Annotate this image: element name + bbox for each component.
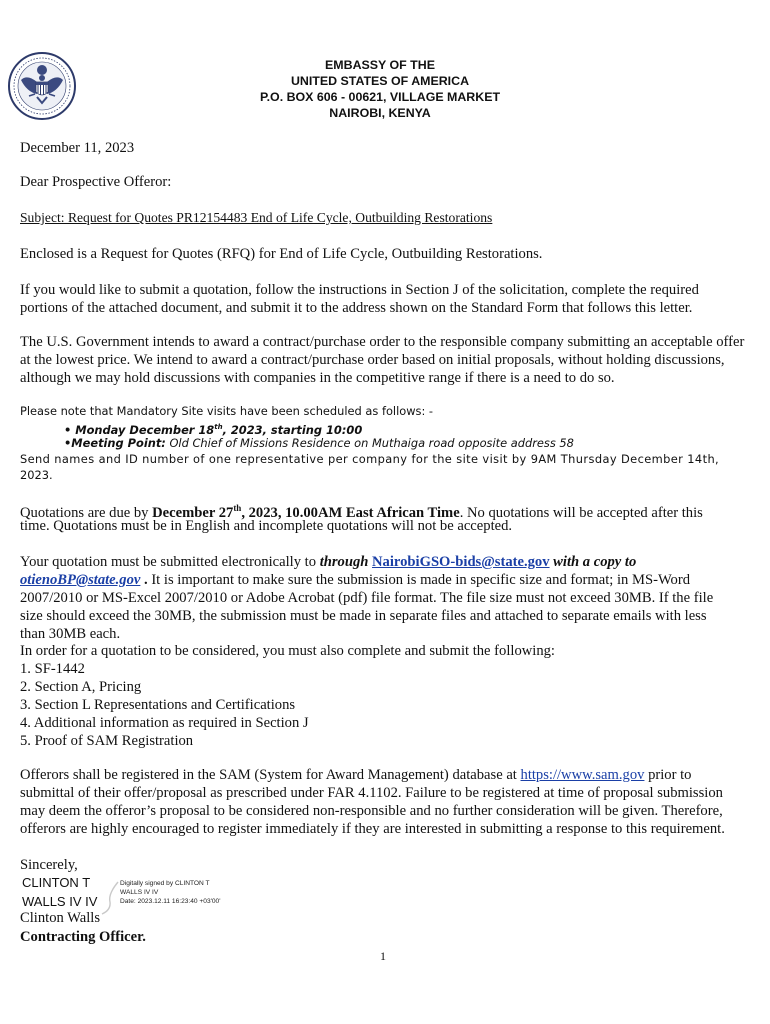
- digital-signature-line: Digitally signed by CLINTON T: [120, 880, 210, 887]
- sam-suffix: prior to: [644, 767, 692, 783]
- sam-line-3: may deem the offeror’s proposal to be considered non-responsible and no further consideration will be given. Therefore,: [20, 803, 723, 819]
- sam-line-1: [20, 766, 691, 784]
- digital-signature-line: WALLS IV IV: [120, 889, 159, 896]
- email-link-otieno[interactable]: otienoBP@state.gov: [20, 572, 141, 588]
- site-visit-send-line: 2023.: [20, 468, 53, 482]
- site-visit-date-text: • Monday December 18: [64, 422, 215, 437]
- due-rest: . No quotations will be accepted after this: [459, 504, 703, 521]
- site-visit-intro: Please note that Mandatory Site visits have been scheduled as follows: -: [20, 404, 434, 418]
- submission-line-1: [20, 553, 636, 571]
- salutation: Dear Prospective Offeror:: [20, 174, 172, 190]
- embassy-seal-icon: [7, 50, 77, 122]
- list-item: 2. Section A, Pricing: [20, 679, 142, 695]
- signatory-title: Contracting Officer.: [20, 929, 146, 945]
- site-visit-send-line: Send names and ID number of one representative per company for the site visit by 9AM Thursday December 14th,: [20, 452, 720, 466]
- meeting-text: Old Chief of Missions Residence on Muthaiga road opposite address 58: [165, 436, 574, 450]
- submission-through: through: [319, 554, 373, 570]
- submission-rest: It is important to make sure the submission is made in specific size and format; in MS-Word: [147, 572, 691, 588]
- submission-prefix: Your quotation must be submitted electronically to: [20, 554, 320, 570]
- letterhead-line: EMBASSY OF THE: [325, 58, 435, 72]
- submission-copy: with a copy to: [549, 554, 637, 570]
- sam-url-link[interactable]: https://www.sam.gov: [520, 767, 645, 783]
- paragraph-award: The U.S. Government intends to award a contract/purchase order to the responsible company submitting an acceptable offer at the lowest price. We intend to award a contract/purchase order based on initial proposals, without holding discussions, although we may hold discussions with companies in the competitive range if there is a need to do so.: [20, 334, 745, 386]
- due-date-rest: , 2023, 10.00AM East African Time: [241, 504, 460, 521]
- meeting-label: •Meeting Point:: [64, 436, 166, 450]
- signature-name: [22, 873, 97, 911]
- submission-dot: .: [140, 572, 148, 588]
- digital-signature-details: [120, 879, 220, 906]
- due-prefix: Quotations are due by: [20, 504, 153, 521]
- email-link-bids[interactable]: NairobiGSO-bids@state.gov: [372, 554, 550, 570]
- submission-line-5: than 30MB each.: [20, 626, 121, 642]
- subject-line: Subject: Request for Quotes PR12154483 End of Life Cycle, Outbuilding Restorations: [20, 210, 493, 225]
- paragraph-instructions: If you would like to submit a quotation, follow the instructions in Section J of the solicitation, complete the required portions of the attached document, and submit it to the address shown on the Standard Form that follows this letter.: [20, 282, 699, 316]
- list-item: 5. Proof of SAM Registration: [20, 733, 194, 749]
- due-date-sup: th: [233, 503, 242, 513]
- letter-date: December 11, 2023: [20, 140, 135, 156]
- letterhead-line: P.O. BOX 606 - 00621, VILLAGE MARKET: [259, 90, 501, 104]
- submission-order-line: In order for a quotation to be considered, you must also complete and submit the following:: [20, 643, 555, 659]
- page-number: 1: [380, 949, 386, 963]
- sam-line-2: submittal of their offer/proposal as prescribed under FAR 4.1102. Failure to be registered at time of proposal submission: [20, 785, 723, 801]
- list-item: 3. Section L Representations and Certifications: [20, 697, 296, 713]
- sam-line-4: offerors are highly encouraged to register immediately if they are interested in submitting a response to this requirement.: [20, 821, 725, 837]
- letterhead-line: NAIROBI, KENYA: [329, 106, 431, 120]
- site-visit-date-rest: , 2023, starting 10:00: [222, 422, 363, 437]
- closing-sincerely: Sincerely,: [20, 857, 78, 873]
- digital-signature-line: Date: 2023.12.11 16:23:40 +03'00': [120, 898, 221, 905]
- due-line-2: time. Quotations must be in English and incomplete quotations will not be accepted.: [20, 518, 513, 534]
- site-visit-date-sup: th: [214, 423, 223, 431]
- submission-line-3: 2007/2010 or MS-Excel 2007/2010 or Adobe Acrobat (pdf) file format. The file size must not exceed 30MB. If the file: [20, 590, 714, 606]
- signature-name-line: CLINTON T: [22, 875, 91, 890]
- sam-prefix: Offerors shall be registered in the SAM (System for Award Management) database at: [20, 767, 521, 783]
- site-visit-meeting: [64, 435, 574, 451]
- list-item: 1. SF-1442: [20, 661, 85, 677]
- signature-name-line: WALLS IV IV: [22, 894, 98, 909]
- submission-line-4: size should exceed the 30MB, the submission must be made in separate files and attached to separate emails with less: [20, 608, 707, 624]
- letterhead: [180, 57, 580, 121]
- submission-line-2: [20, 571, 690, 589]
- due-date-main: December 27: [152, 504, 234, 521]
- requirements-list: [20, 660, 309, 750]
- signatory-name: Clinton Walls: [20, 910, 101, 926]
- site-visit-send: [20, 451, 755, 483]
- paragraph-enclosed: Enclosed is a Request for Quotes (RFQ) for End of Life Cycle, Outbuilding Restorations.: [20, 246, 543, 262]
- list-item: 4. Additional information as required in Section J: [20, 715, 309, 731]
- letterhead-line: UNITED STATES OF AMERICA: [290, 74, 470, 88]
